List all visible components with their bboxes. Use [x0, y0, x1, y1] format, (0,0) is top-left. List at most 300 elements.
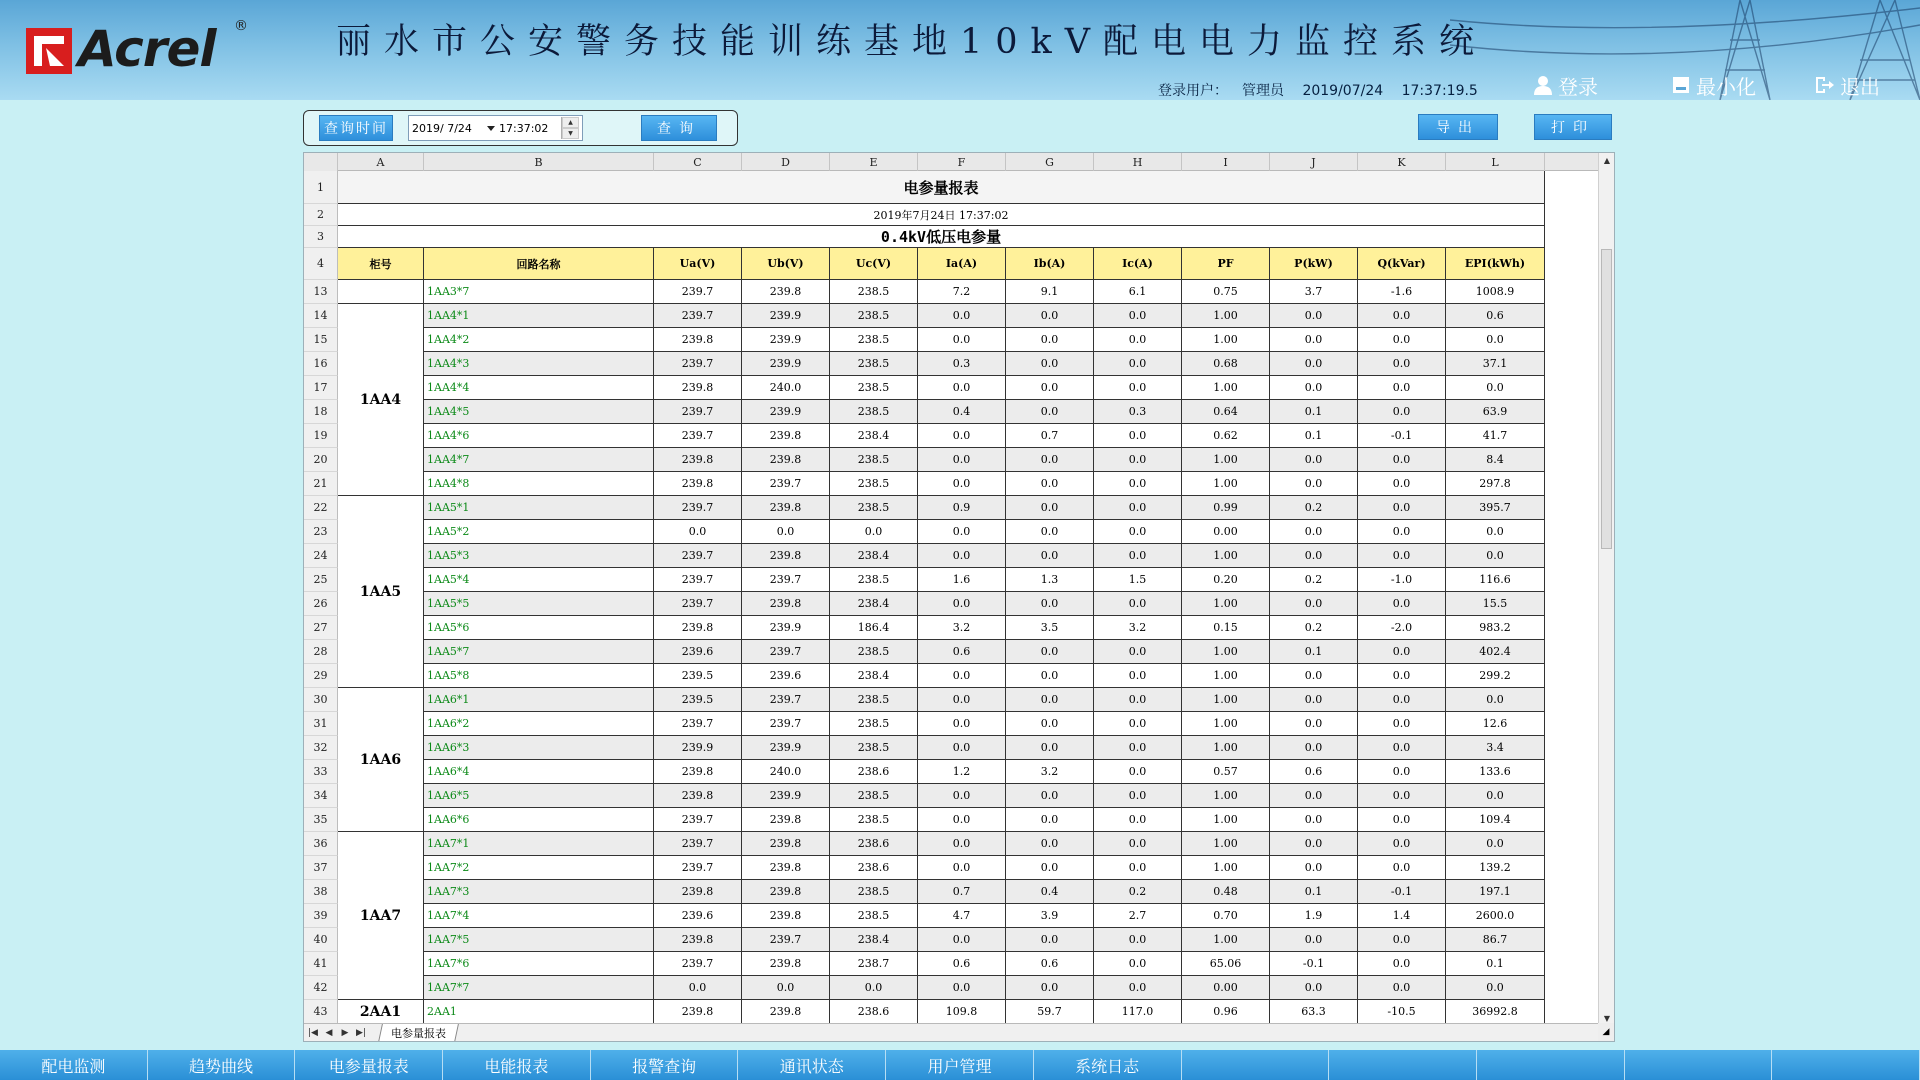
value-cell[interactable]: 1.00 [1182, 784, 1270, 808]
value-cell[interactable]: 239.8 [742, 952, 830, 976]
value-cell[interactable]: 186.4 [830, 616, 918, 640]
circuit-name-cell[interactable]: 1AA6*4 [424, 760, 654, 784]
value-cell[interactable]: 0.0 [1358, 760, 1446, 784]
value-cell[interactable]: 1.00 [1182, 928, 1270, 952]
value-cell[interactable]: 239.8 [654, 616, 742, 640]
value-cell[interactable]: 0.0 [1270, 592, 1358, 616]
value-cell[interactable]: 0.0 [1270, 784, 1358, 808]
value-cell[interactable]: 0.2 [1270, 568, 1358, 592]
row-number[interactable]: 15 [304, 328, 338, 352]
value-cell[interactable]: 0.4 [918, 400, 1006, 424]
circuit-name-cell[interactable]: 1AA4*3 [424, 352, 654, 376]
nav-item-9[interactable] [1329, 1050, 1477, 1080]
nav-item-10[interactable] [1477, 1050, 1625, 1080]
value-cell[interactable]: 0.0 [1270, 736, 1358, 760]
value-cell[interactable]: 0.0 [1358, 520, 1446, 544]
value-cell[interactable]: 0.1 [1270, 640, 1358, 664]
value-cell[interactable]: 0.00 [1182, 520, 1270, 544]
value-cell[interactable]: 0.0 [918, 592, 1006, 616]
circuit-name-cell[interactable]: 1AA6*5 [424, 784, 654, 808]
value-cell[interactable]: 0.0 [1006, 520, 1094, 544]
row-number[interactable]: 17 [304, 376, 338, 400]
circuit-name-cell[interactable]: 1AA7*6 [424, 952, 654, 976]
value-cell[interactable]: 238.5 [830, 376, 918, 400]
nav-item-3[interactable]: 电能报表 [443, 1050, 591, 1080]
value-cell[interactable]: 3.9 [1006, 904, 1094, 928]
value-cell[interactable]: 0.0 [918, 688, 1006, 712]
value-cell[interactable]: 1008.9 [1446, 280, 1545, 304]
value-cell[interactable]: 1.2 [918, 760, 1006, 784]
value-cell[interactable]: 0.68 [1182, 352, 1270, 376]
row-number[interactable]: 25 [304, 568, 338, 592]
value-cell[interactable]: 239.9 [742, 784, 830, 808]
row-number[interactable]: 34 [304, 784, 338, 808]
time-field[interactable]: 17:37:02 [499, 121, 549, 135]
value-cell[interactable]: 0.0 [1094, 520, 1182, 544]
next-sheet-icon[interactable]: ▶ [341, 1028, 349, 1038]
value-cell[interactable]: 0.0 [1446, 376, 1545, 400]
value-cell[interactable]: 0.75 [1182, 280, 1270, 304]
value-cell[interactable]: 0.0 [1358, 592, 1446, 616]
value-cell[interactable]: 0.0 [1094, 376, 1182, 400]
value-cell[interactable]: 239.9 [742, 304, 830, 328]
value-cell[interactable]: 239.7 [654, 856, 742, 880]
value-cell[interactable]: 0.0 [1094, 784, 1182, 808]
value-cell[interactable]: 239.8 [742, 832, 830, 856]
value-cell[interactable]: 239.8 [654, 760, 742, 784]
value-cell[interactable]: 239.9 [742, 400, 830, 424]
value-cell[interactable]: 0.0 [1270, 808, 1358, 832]
circuit-name-cell[interactable]: 1AA5*1 [424, 496, 654, 520]
value-cell[interactable]: 238.4 [830, 544, 918, 568]
value-cell[interactable]: 0.0 [1006, 808, 1094, 832]
value-cell[interactable]: 0.0 [1006, 472, 1094, 496]
circuit-name-cell[interactable]: 1AA3*7 [424, 280, 654, 304]
value-cell[interactable]: 0.0 [1094, 304, 1182, 328]
value-cell[interactable]: 0.1 [1446, 952, 1545, 976]
value-cell[interactable]: 6.1 [1094, 280, 1182, 304]
value-cell[interactable]: 0.0 [1006, 736, 1094, 760]
query-button[interactable]: 查询 [641, 115, 717, 141]
value-cell[interactable]: 0.0 [1006, 328, 1094, 352]
value-cell[interactable]: 239.7 [742, 472, 830, 496]
circuit-name-cell[interactable]: 1AA5*3 [424, 544, 654, 568]
value-cell[interactable]: 0.0 [1270, 712, 1358, 736]
value-cell[interactable]: 1.00 [1182, 328, 1270, 352]
value-cell[interactable]: 1.00 [1182, 592, 1270, 616]
value-cell[interactable]: 0.0 [1094, 856, 1182, 880]
minimize-button[interactable] [1672, 72, 1756, 98]
value-cell[interactable]: 0.0 [1006, 496, 1094, 520]
column-header-k[interactable]: K [1358, 153, 1446, 171]
value-cell[interactable]: 239.8 [654, 880, 742, 904]
value-cell[interactable]: 239.7 [654, 400, 742, 424]
value-cell[interactable]: 239.7 [654, 568, 742, 592]
value-cell[interactable]: 0.0 [1358, 832, 1446, 856]
value-cell[interactable]: 36992.8 [1446, 1000, 1545, 1024]
row-number[interactable]: 40 [304, 928, 338, 952]
value-cell[interactable]: 239.6 [654, 640, 742, 664]
value-cell[interactable]: 0.0 [742, 520, 830, 544]
row-number[interactable]: 36 [304, 832, 338, 856]
value-cell[interactable]: 109.4 [1446, 808, 1545, 832]
value-cell[interactable]: 238.5 [830, 328, 918, 352]
value-cell[interactable]: 4.7 [918, 904, 1006, 928]
circuit-name-cell[interactable]: 1AA4*8 [424, 472, 654, 496]
row-number[interactable]: 31 [304, 712, 338, 736]
value-cell[interactable]: -0.1 [1358, 880, 1446, 904]
row-number[interactable]: 20 [304, 448, 338, 472]
value-cell[interactable]: 0.0 [1006, 376, 1094, 400]
value-cell[interactable]: 0.0 [1358, 952, 1446, 976]
value-cell[interactable]: 139.2 [1446, 856, 1545, 880]
cabinet-group-cell[interactable]: 1AA7 [338, 832, 424, 1000]
value-cell[interactable]: 0.0 [1358, 736, 1446, 760]
value-cell[interactable]: 238.5 [830, 808, 918, 832]
value-cell[interactable]: 0.0 [1358, 304, 1446, 328]
value-cell[interactable]: 116.6 [1446, 568, 1545, 592]
datetime-picker[interactable] [408, 115, 583, 141]
row-number[interactable]: 13 [304, 280, 338, 304]
value-cell[interactable]: 86.7 [1446, 928, 1545, 952]
value-cell[interactable]: 239.7 [654, 424, 742, 448]
value-cell[interactable]: 0.0 [1270, 664, 1358, 688]
circuit-name-cell[interactable]: 1AA4*5 [424, 400, 654, 424]
circuit-name-cell[interactable]: 1AA4*2 [424, 328, 654, 352]
value-cell[interactable]: 0.0 [1094, 976, 1182, 1000]
value-cell[interactable]: 239.8 [742, 1000, 830, 1024]
circuit-name-cell[interactable]: 1AA7*1 [424, 832, 654, 856]
value-cell[interactable]: 63.9 [1446, 400, 1545, 424]
value-cell[interactable]: 239.7 [654, 712, 742, 736]
value-cell[interactable]: 0.0 [1094, 448, 1182, 472]
value-cell[interactable]: 239.8 [742, 544, 830, 568]
circuit-name-cell[interactable]: 1AA6*2 [424, 712, 654, 736]
column-header-g[interactable]: G [1006, 153, 1094, 171]
value-cell[interactable]: 239.8 [742, 880, 830, 904]
value-cell[interactable]: 0.0 [1094, 736, 1182, 760]
circuit-name-cell[interactable]: 2AA1 [424, 1000, 654, 1024]
value-cell[interactable]: 1.00 [1182, 376, 1270, 400]
value-cell[interactable]: 0.0 [1094, 664, 1182, 688]
value-cell[interactable]: 239.6 [654, 904, 742, 928]
row-number[interactable]: 42 [304, 976, 338, 1000]
value-cell[interactable]: 0.0 [1094, 952, 1182, 976]
value-cell[interactable]: 1.9 [1270, 904, 1358, 928]
value-cell[interactable]: 1.00 [1182, 856, 1270, 880]
value-cell[interactable]: 1.00 [1182, 664, 1270, 688]
circuit-name-cell[interactable]: 1AA6*3 [424, 736, 654, 760]
value-cell[interactable]: 0.0 [1358, 712, 1446, 736]
sheet-tab[interactable] [378, 1024, 459, 1042]
value-cell[interactable]: 239.5 [654, 688, 742, 712]
row-number[interactable]: 16 [304, 352, 338, 376]
value-cell[interactable]: 0.0 [918, 808, 1006, 832]
value-cell[interactable]: -10.5 [1358, 1000, 1446, 1024]
value-cell[interactable]: 1.5 [1094, 568, 1182, 592]
value-cell[interactable]: 7.2 [918, 280, 1006, 304]
value-cell[interactable]: 0.3 [1094, 400, 1182, 424]
circuit-name-cell[interactable]: 1AA6*6 [424, 808, 654, 832]
select-all-corner[interactable] [304, 153, 338, 171]
column-header-a[interactable]: A [338, 153, 424, 171]
row-number[interactable]: 43 [304, 1000, 338, 1024]
value-cell[interactable]: 3.2 [1006, 760, 1094, 784]
value-cell[interactable]: 239.9 [742, 616, 830, 640]
value-cell[interactable]: 238.5 [830, 472, 918, 496]
nav-item-7[interactable]: 系统日志 [1034, 1050, 1182, 1080]
value-cell[interactable]: 0.2 [1094, 880, 1182, 904]
value-cell[interactable]: 0.0 [1446, 976, 1545, 1000]
value-cell[interactable]: 0.0 [1358, 328, 1446, 352]
column-header-d[interactable]: D [742, 153, 830, 171]
value-cell[interactable]: 0.1 [1270, 424, 1358, 448]
value-cell[interactable]: 240.0 [742, 376, 830, 400]
first-sheet-icon[interactable]: |◀ [308, 1028, 318, 1038]
value-cell[interactable]: 239.9 [654, 736, 742, 760]
value-cell[interactable]: 0.0 [1006, 592, 1094, 616]
row-number[interactable]: 38 [304, 880, 338, 904]
value-cell[interactable]: 0.0 [1006, 544, 1094, 568]
value-cell[interactable]: 238.7 [830, 952, 918, 976]
value-cell[interactable]: 239.8 [654, 328, 742, 352]
column-header-i[interactable]: I [1182, 153, 1270, 171]
value-cell[interactable]: 0.0 [1446, 688, 1545, 712]
value-cell[interactable]: 0.15 [1182, 616, 1270, 640]
value-cell[interactable]: 0.0 [1270, 520, 1358, 544]
circuit-name-cell[interactable]: 1AA7*5 [424, 928, 654, 952]
value-cell[interactable]: 0.0 [1094, 472, 1182, 496]
row-number[interactable]: 18 [304, 400, 338, 424]
row-number[interactable]: 14 [304, 304, 338, 328]
value-cell[interactable]: 1.00 [1182, 544, 1270, 568]
value-cell[interactable]: 0.0 [1006, 832, 1094, 856]
value-cell[interactable]: 1.4 [1358, 904, 1446, 928]
value-cell[interactable]: 12.6 [1446, 712, 1545, 736]
row-number[interactable]: 41 [304, 952, 338, 976]
value-cell[interactable]: 238.4 [830, 424, 918, 448]
value-cell[interactable]: 197.1 [1446, 880, 1545, 904]
value-cell[interactable]: 0.0 [1006, 400, 1094, 424]
row-number[interactable]: 30 [304, 688, 338, 712]
value-cell[interactable]: 0.0 [830, 976, 918, 1000]
value-cell[interactable]: 0.0 [918, 376, 1006, 400]
value-cell[interactable]: 239.8 [742, 280, 830, 304]
column-header-e[interactable]: E [830, 153, 918, 171]
cabinet-group-cell[interactable]: 1AA4 [338, 304, 424, 496]
row-number[interactable]: 23 [304, 520, 338, 544]
value-cell[interactable]: 2600.0 [1446, 904, 1545, 928]
value-cell[interactable]: 41.7 [1446, 424, 1545, 448]
value-cell[interactable]: 239.8 [742, 904, 830, 928]
value-cell[interactable]: 0.0 [1358, 688, 1446, 712]
value-cell[interactable]: 1.00 [1182, 736, 1270, 760]
value-cell[interactable]: 238.5 [830, 352, 918, 376]
value-cell[interactable]: 0.0 [918, 856, 1006, 880]
value-cell[interactable]: -2.0 [1358, 616, 1446, 640]
value-cell[interactable]: 0.6 [918, 952, 1006, 976]
value-cell[interactable]: 0.0 [1094, 760, 1182, 784]
nav-item-12[interactable] [1772, 1050, 1920, 1080]
value-cell[interactable]: 239.7 [742, 640, 830, 664]
value-cell[interactable]: 238.5 [830, 736, 918, 760]
value-cell[interactable]: 0.0 [1006, 664, 1094, 688]
value-cell[interactable]: 0.0 [918, 832, 1006, 856]
value-cell[interactable]: 0.0 [1358, 448, 1446, 472]
value-cell[interactable]: 0.0 [918, 664, 1006, 688]
row-number[interactable]: 29 [304, 664, 338, 688]
value-cell[interactable]: 0.0 [1270, 328, 1358, 352]
column-header-j[interactable]: J [1270, 153, 1358, 171]
row-number[interactable]: 35 [304, 808, 338, 832]
value-cell[interactable]: -0.1 [1270, 952, 1358, 976]
value-cell[interactable]: 0.0 [1358, 544, 1446, 568]
value-cell[interactable]: 0.2 [1270, 496, 1358, 520]
row-number[interactable]: 24 [304, 544, 338, 568]
scroll-up-icon[interactable]: ▲ [1603, 155, 1611, 165]
value-cell[interactable]: 239.7 [654, 304, 742, 328]
value-cell[interactable]: 1.00 [1182, 640, 1270, 664]
value-cell[interactable]: 0.0 [1358, 472, 1446, 496]
value-cell[interactable]: 0.7 [918, 880, 1006, 904]
value-cell[interactable]: 0.0 [1094, 688, 1182, 712]
value-cell[interactable]: 0.0 [1270, 688, 1358, 712]
nav-item-8[interactable] [1182, 1050, 1330, 1080]
value-cell[interactable]: 0.0 [1270, 352, 1358, 376]
value-cell[interactable]: 238.5 [830, 688, 918, 712]
value-cell[interactable]: 15.5 [1446, 592, 1545, 616]
value-cell[interactable]: 2.7 [1094, 904, 1182, 928]
value-cell[interactable]: 239.7 [654, 496, 742, 520]
value-cell[interactable]: -0.1 [1358, 424, 1446, 448]
value-cell[interactable]: 238.5 [830, 400, 918, 424]
value-cell[interactable]: 0.3 [918, 352, 1006, 376]
row-number[interactable]: 3 [304, 226, 338, 248]
value-cell[interactable]: 238.5 [830, 784, 918, 808]
value-cell[interactable]: 238.5 [830, 568, 918, 592]
value-cell[interactable]: 0.0 [1270, 376, 1358, 400]
value-cell[interactable]: 0.0 [918, 544, 1006, 568]
value-cell[interactable]: 239.9 [742, 736, 830, 760]
row-number[interactable]: 37 [304, 856, 338, 880]
value-cell[interactable]: 1.00 [1182, 712, 1270, 736]
value-cell[interactable]: 0.0 [1094, 592, 1182, 616]
value-cell[interactable]: 0.0 [1270, 976, 1358, 1000]
value-cell[interactable]: 0.4 [1006, 880, 1094, 904]
value-cell[interactable]: 239.8 [742, 448, 830, 472]
scroll-down-icon[interactable]: ▼ [1603, 1013, 1611, 1023]
value-cell[interactable]: 0.0 [1094, 424, 1182, 448]
value-cell[interactable]: 0.96 [1182, 1000, 1270, 1024]
value-cell[interactable]: 0.6 [1270, 760, 1358, 784]
value-cell[interactable]: 0.7 [1006, 424, 1094, 448]
value-cell[interactable]: 238.4 [830, 928, 918, 952]
value-cell[interactable]: 3.4 [1446, 736, 1545, 760]
value-cell[interactable]: 239.8 [742, 856, 830, 880]
spin-up-icon[interactable]: ▲ [562, 117, 579, 128]
value-cell[interactable]: 0.9 [918, 496, 1006, 520]
value-cell[interactable]: 238.5 [830, 640, 918, 664]
row-number[interactable]: 26 [304, 592, 338, 616]
cabinet-group-cell[interactable]: 1AA6 [338, 688, 424, 832]
row-number[interactable]: 33 [304, 760, 338, 784]
query-time-button[interactable]: 查询时间 [319, 115, 393, 141]
value-cell[interactable]: 0.0 [918, 976, 1006, 1000]
value-cell[interactable]: 0.0 [918, 472, 1006, 496]
value-cell[interactable]: 238.5 [830, 448, 918, 472]
column-header-b[interactable]: B [424, 153, 654, 171]
value-cell[interactable]: 238.5 [830, 880, 918, 904]
time-spinner[interactable] [561, 117, 579, 139]
circuit-name-cell[interactable]: 1AA7*7 [424, 976, 654, 1000]
nav-item-2[interactable]: 电参量报表 [295, 1050, 443, 1080]
value-cell[interactable]: 299.2 [1446, 664, 1545, 688]
value-cell[interactable]: 9.1 [1006, 280, 1094, 304]
value-cell[interactable]: 0.0 [742, 976, 830, 1000]
value-cell[interactable]: 37.1 [1446, 352, 1545, 376]
circuit-name-cell[interactable]: 1AA6*1 [424, 688, 654, 712]
circuit-name-cell[interactable]: 1AA7*3 [424, 880, 654, 904]
value-cell[interactable]: 0.6 [1006, 952, 1094, 976]
exit-button[interactable] [1814, 72, 1880, 98]
value-cell[interactable]: 0.99 [1182, 496, 1270, 520]
value-cell[interactable]: 238.5 [830, 904, 918, 928]
value-cell[interactable]: 0.0 [1358, 496, 1446, 520]
nav-item-1[interactable]: 趋势曲线 [148, 1050, 296, 1080]
value-cell[interactable]: 0.0 [1094, 496, 1182, 520]
last-sheet-icon[interactable]: ▶| [356, 1028, 366, 1038]
value-cell[interactable]: 0.0 [1358, 808, 1446, 832]
value-cell[interactable]: 0.0 [1006, 784, 1094, 808]
value-cell[interactable]: 0.2 [1270, 616, 1358, 640]
value-cell[interactable]: 1.6 [918, 568, 1006, 592]
value-cell[interactable]: 0.0 [918, 448, 1006, 472]
nav-item-0[interactable]: 配电监测 [0, 1050, 148, 1080]
value-cell[interactable]: 983.2 [1446, 616, 1545, 640]
value-cell[interactable]: 0.0 [1006, 928, 1094, 952]
value-cell[interactable]: 0.0 [1094, 832, 1182, 856]
circuit-name-cell[interactable]: 1AA5*6 [424, 616, 654, 640]
value-cell[interactable]: 0.57 [1182, 760, 1270, 784]
value-cell[interactable]: 0.0 [1006, 688, 1094, 712]
value-cell[interactable]: 239.8 [654, 928, 742, 952]
prev-sheet-icon[interactable]: ◀ [325, 1028, 333, 1038]
value-cell[interactable]: 238.6 [830, 760, 918, 784]
value-cell[interactable]: 0.64 [1182, 400, 1270, 424]
value-cell[interactable]: 0.1 [1270, 880, 1358, 904]
circuit-name-cell[interactable]: 1AA4*6 [424, 424, 654, 448]
nav-item-6[interactable]: 用户管理 [886, 1050, 1034, 1080]
circuit-name-cell[interactable]: 1AA7*2 [424, 856, 654, 880]
value-cell[interactable]: 0.0 [918, 712, 1006, 736]
value-cell[interactable]: 65.06 [1182, 952, 1270, 976]
value-cell[interactable]: 0.0 [1446, 544, 1545, 568]
value-cell[interactable]: 239.7 [654, 832, 742, 856]
value-cell[interactable]: 1.00 [1182, 688, 1270, 712]
column-header-f[interactable]: F [918, 153, 1006, 171]
value-cell[interactable]: 0.48 [1182, 880, 1270, 904]
value-cell[interactable]: 239.8 [742, 592, 830, 616]
value-cell[interactable]: 239.9 [742, 328, 830, 352]
value-cell[interactable]: 0.0 [1006, 712, 1094, 736]
value-cell[interactable]: 0.00 [1182, 976, 1270, 1000]
circuit-name-cell[interactable]: 1AA5*7 [424, 640, 654, 664]
value-cell[interactable]: 3.5 [1006, 616, 1094, 640]
value-cell[interactable]: 239.7 [654, 544, 742, 568]
value-cell[interactable]: 239.8 [654, 1000, 742, 1024]
value-cell[interactable]: 239.7 [654, 808, 742, 832]
value-cell[interactable]: 239.7 [654, 592, 742, 616]
